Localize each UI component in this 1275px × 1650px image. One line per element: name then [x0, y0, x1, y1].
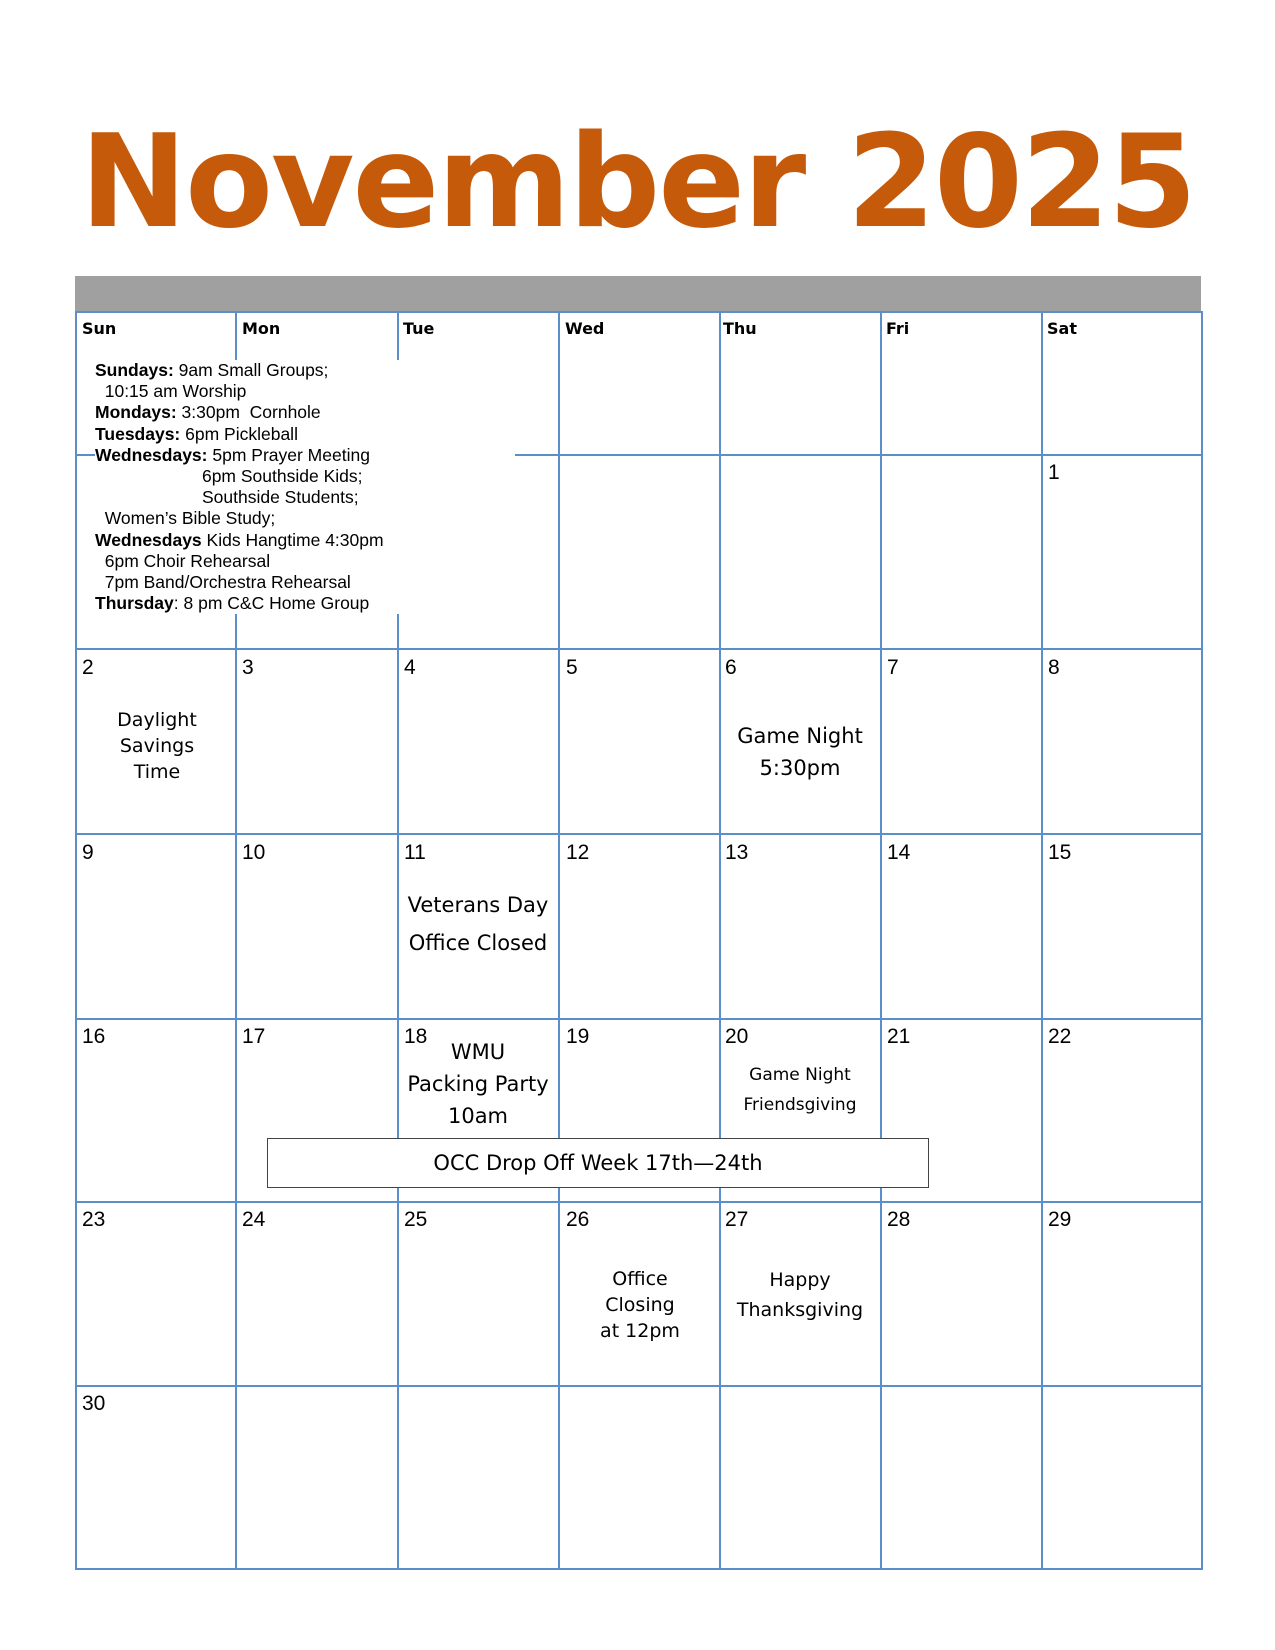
header-bar: [75, 276, 1201, 311]
schedule-line: [95, 530, 515, 551]
schedule-line: [95, 445, 515, 466]
weekday-tue: Tue: [403, 319, 435, 338]
weekday-thu: Thu: [723, 319, 757, 338]
schedule-line: Southside Students;: [95, 487, 359, 508]
grid-line: [719, 311, 721, 1570]
day-number: 8: [1048, 656, 1060, 679]
day-number: 11: [404, 841, 426, 864]
grid-line: [75, 1201, 1203, 1203]
event-game-night: Game Night 5:30pm: [737, 724, 863, 780]
event-daylight-savings: Daylight Savings Time: [117, 709, 197, 783]
day-number: 9: [82, 841, 94, 864]
grid-line: [1201, 311, 1203, 1570]
grid-line: [558, 311, 560, 1570]
schedule-day-label: Sundays:: [95, 360, 174, 380]
grid-line: [880, 311, 882, 1570]
grid-line: [75, 1385, 1203, 1387]
schedule-day-label: Tuesdays:: [95, 423, 181, 444]
schedule-day-label: Wednesdays:: [95, 444, 208, 465]
day-number: 10: [242, 841, 266, 864]
day-number: 5: [566, 656, 578, 679]
day-number: 23: [82, 1208, 106, 1231]
day-number: 28: [887, 1208, 911, 1231]
weekday-sat: Sat: [1047, 319, 1077, 338]
weekly-schedule: [95, 360, 515, 614]
day-number: 18: [404, 1025, 428, 1048]
grid-line: [1041, 311, 1043, 1570]
day-number: 22: [1048, 1025, 1072, 1048]
schedule-text: 5pm Prayer Meeting: [207, 444, 370, 465]
schedule-line: [95, 402, 515, 423]
day-number: 30: [82, 1392, 106, 1415]
day-number: 15: [1048, 841, 1072, 864]
day-number: 19: [566, 1025, 590, 1048]
day-number: 14: [887, 841, 911, 864]
schedule-line: Women’s Bible Study;: [95, 508, 276, 529]
schedule-line: 10:15 am Worship: [95, 381, 247, 402]
grid-line: [75, 1018, 1203, 1020]
weekday-fri: Fri: [886, 319, 910, 338]
day-number: 12: [566, 841, 590, 864]
grid-line: [75, 648, 1203, 650]
schedule-line: 7pm Band/Orchestra Rehearsal: [95, 572, 351, 593]
day-number: 4: [404, 656, 416, 679]
occ-drop-off-banner: OCC Drop Off Week 17th—24th: [267, 1138, 929, 1188]
day-number: 29: [1048, 1208, 1072, 1231]
page-title: November 2025: [79, 108, 1196, 257]
grid-line: [75, 311, 77, 1570]
day-number: 20: [725, 1025, 749, 1048]
grid-line: [75, 1568, 1203, 1570]
weekday-wed: Wed: [565, 319, 605, 338]
day-number: 27: [725, 1208, 749, 1231]
day-number: 17: [242, 1025, 266, 1048]
weekday-mon: Mon: [242, 319, 281, 338]
event-veterans-day: Veterans Day Office Closed: [407, 893, 549, 955]
day-number: 26: [566, 1208, 590, 1231]
day-number: 2: [82, 656, 94, 679]
schedule-text: 9am Small Groups;: [173, 360, 329, 380]
schedule-line: [95, 424, 515, 445]
day-number: 7: [887, 656, 899, 679]
event-office-closing: Office Closing at 12pm: [600, 1268, 680, 1342]
schedule-text: : 8 pm C&C Home Group: [173, 593, 370, 614]
day-number: 1: [1048, 461, 1060, 484]
schedule-text: 6pm Pickleball: [180, 423, 298, 444]
schedule-text: 3:30pm Cornhole: [176, 402, 321, 423]
grid-line: [75, 311, 1203, 313]
grid-line: [75, 833, 1203, 835]
schedule-day-label: Thursday: [95, 593, 174, 614]
schedule-day-label: Wednesdays: [95, 529, 202, 550]
event-thanksgiving: Happy Thanksgiving: [736, 1269, 864, 1321]
day-number: 6: [725, 656, 737, 679]
schedule-line: 6pm Southside Kids;: [95, 466, 363, 487]
day-number: 24: [242, 1208, 266, 1231]
day-number: 16: [82, 1025, 106, 1048]
event-friendsgiving: Game Night Friendsgiving: [743, 1065, 857, 1115]
schedule-day-label: Mondays:: [95, 402, 177, 423]
day-number: 21: [887, 1025, 911, 1048]
weekday-sun: Sun: [82, 319, 117, 338]
schedule-text: Kids Hangtime 4:30pm: [201, 529, 384, 550]
schedule-line: [95, 360, 515, 381]
schedule-line: 6pm Choir Rehearsal: [95, 550, 271, 571]
schedule-line: [95, 593, 515, 614]
day-number: 13: [725, 841, 749, 864]
day-number: 3: [242, 656, 254, 679]
day-number: 25: [404, 1208, 428, 1231]
event-wmu-packing-party: WMU Packing Party 10am: [407, 1040, 549, 1128]
